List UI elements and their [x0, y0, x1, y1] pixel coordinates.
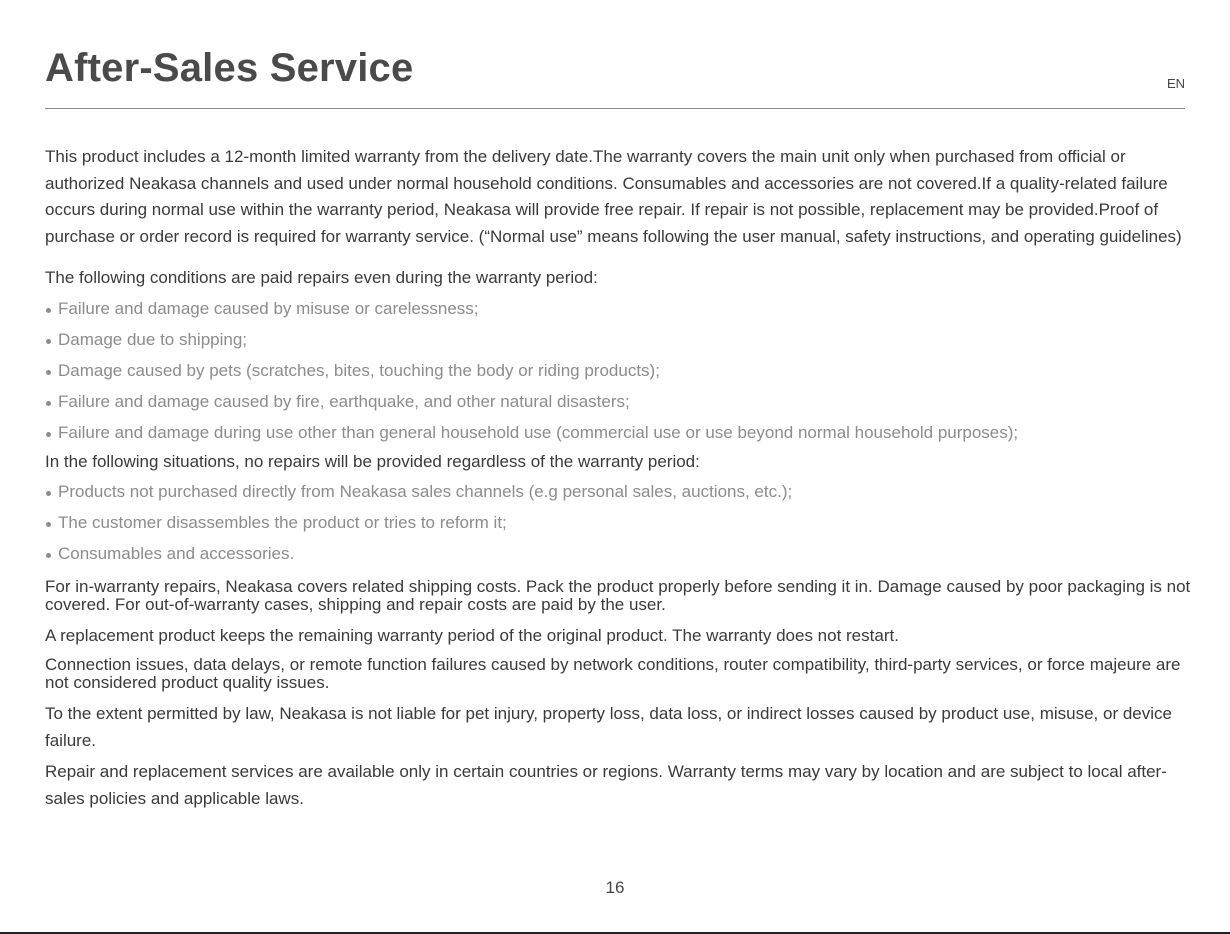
- liability-paragraph: To the extent permitted by law, Neakasa is not liable for pet injury, property loss, data loss, or indirect losses caused by product use, misuse, or device failure.: [45, 704, 1172, 750]
- list-item: Damage due to shipping;: [45, 330, 1195, 350]
- list-item: Failure and damage caused by fire, earthquake, and other natural disasters;: [45, 392, 1195, 412]
- paid-repairs-list: [45, 299, 1195, 443]
- regional-paragraph: Repair and replacement services are available only in certain countries or regions. Warranty terms may vary by location and are subject to local after-sales policies and applicable laws.: [45, 762, 1167, 808]
- no-repairs-heading: In the following situations, no repairs will be provided regardless of the warranty period:: [45, 452, 700, 471]
- list-item: The customer disassembles the product or tries to reform it;: [45, 513, 1195, 533]
- page-header: [45, 44, 1185, 109]
- shipping-paragraph: For in-warranty repairs, Neakasa covers related shipping costs. Pack the product properly before sending it in. Damage caused by poor packaging is not covered. For out-of-warranty cases, shipping and repair costs are paid by the user.: [45, 577, 1191, 614]
- list-item: Consumables and accessories.: [45, 544, 1195, 564]
- connection-paragraph: Connection issues, data delays, or remote function failures caused by network conditions, router compatibility, third-party services, or force majeure are not considered product quality issues.: [45, 655, 1181, 692]
- page-title: After-Sales Service: [45, 46, 414, 90]
- no-repairs-list: [45, 482, 1195, 564]
- list-item: Damage caused by pets (scratches, bites, touching the body or riding products);: [45, 361, 1195, 381]
- list-item: Products not purchased directly from Neakasa sales channels (e.g personal sales, auctions, etc.);: [45, 482, 1195, 502]
- list-item: Failure and damage during use other than general household use (commercial use or use beyond normal household purposes);: [45, 423, 1195, 443]
- warranty-intro: This product includes a 12-month limited warranty from the delivery date.The warranty covers the main unit only when purchased from official or authorized Neakasa channels and used under normal household conditions. Consumables and accessories are not covered.If a quality-related failure occurs during normal use within the warranty period, Neakasa will provide free repair. If repair is not possible, replacement may be provided.Proof of purchase or order record is required for warranty service. (“Normal use” means following the user manual, safety instructions, and operating guidelines): [45, 147, 1182, 246]
- page-number: 16: [605, 878, 625, 897]
- language-label: EN: [1166, 76, 1185, 91]
- paid-repairs-heading: The following conditions are paid repairs even during the warranty period:: [45, 268, 598, 287]
- replacement-paragraph: A replacement product keeps the remaining warranty period of the original product. The warranty does not restart.: [45, 626, 899, 645]
- warranty-content: [45, 144, 1195, 812]
- list-item: Failure and damage caused by misuse or carelessness;: [45, 299, 1195, 319]
